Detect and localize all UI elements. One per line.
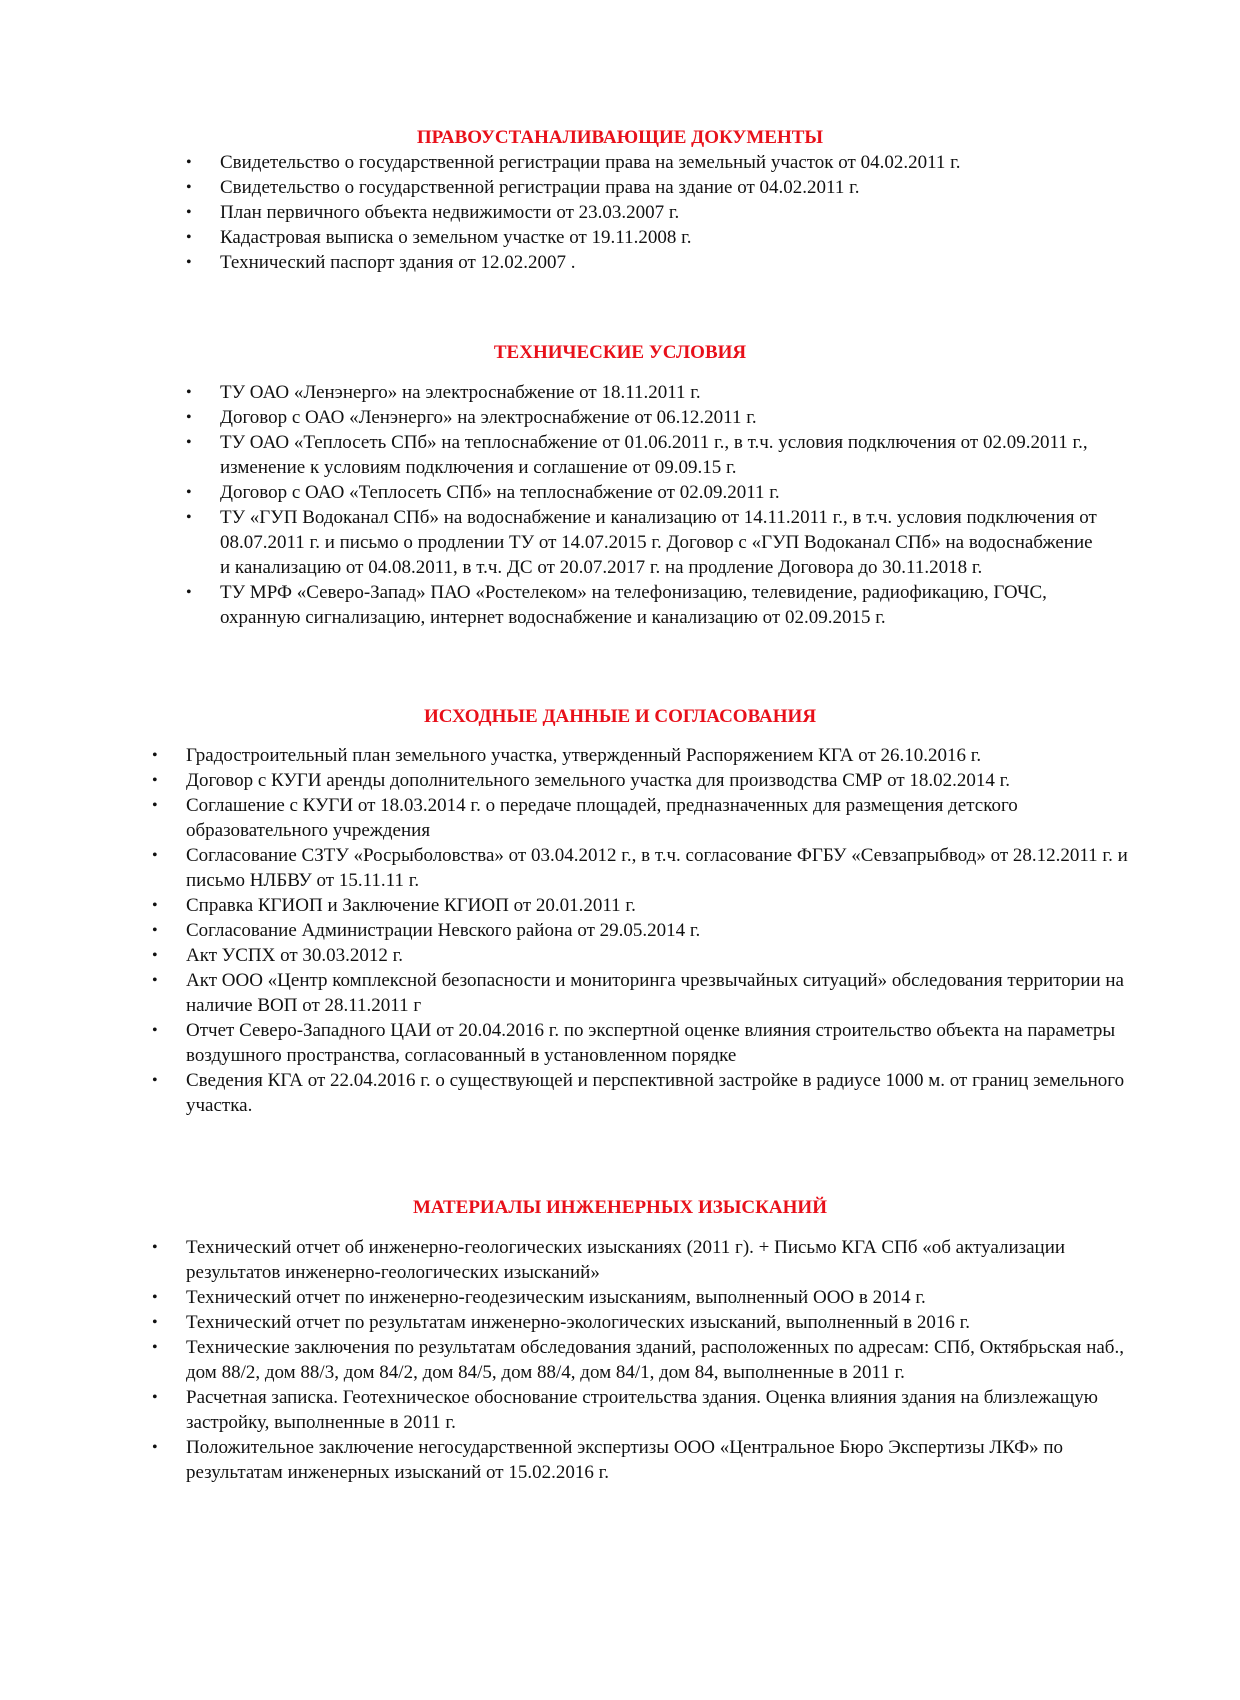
list-item: • ТУ МРФ «Северо-Запад» ПАО «Ростелеком» на телефонизацию, телевидение, радиофикацию, ГОЧС, охранную сигнализацию, интернет водоснабжение и канализацию от 02.09.2015 г. bbox=[186, 582, 1047, 628]
bullet-icon: • bbox=[152, 772, 158, 789]
bullet-icon: • bbox=[186, 434, 192, 451]
bullet-icon: • bbox=[186, 229, 192, 246]
bullet-icon: • bbox=[186, 509, 192, 526]
bullet-icon: • bbox=[152, 747, 158, 764]
bullet-list bbox=[152, 743, 1136, 1118]
list-item: • Технический отчет по результатам инженерно-экологических изысканий, выполненный в 2016 г. bbox=[152, 1312, 970, 1333]
list-item: • Положительное заключение негосударственной экспертизы ООО «Центральное Бюро Экспертизы ЛКФ» по результатам инженерных изысканий от 15.02.2016 г. bbox=[152, 1437, 1064, 1483]
list-item: • Соглашение с КУГИ от 18.03.2014 г. о передаче площадей, предназначенных для размещения детского образовательного учреждения bbox=[152, 795, 1018, 841]
list-item: • ТУ ОАО «Ленэнерго» на электроснабжение от 18.11.2011 г. bbox=[186, 382, 701, 403]
list-item: • Кадастровая выписка о земельном участке от 19.11.2008 г. bbox=[186, 227, 692, 248]
bullet-list bbox=[186, 380, 1100, 630]
list-item: • Договор с КУГИ аренды дополнительного земельного участка для производства СМР от 18.02.2014 г. bbox=[152, 770, 1011, 791]
bullet-icon: • bbox=[152, 972, 158, 989]
bullet-icon: • bbox=[186, 384, 192, 401]
list-item: • Свидетельство о государственной регистрации права на земельный участок от 04.02.2011 г. bbox=[186, 152, 961, 173]
list-item: • Технический отчет об инженерно-геологических изысканиях (2011 г). + Письмо КГА СПб «об актуализации результатов инженерно-геологических изысканий» bbox=[152, 1237, 1066, 1283]
list-item: • ТУ ОАО «Теплосеть СПб» на теплоснабжение от 01.06.2011 г., в т.ч. условия подключения от 02.09.2011 г., изменение к условиям подключения и соглашение от 09.09.15 г. bbox=[186, 432, 1088, 478]
list-item: • Свидетельство о государственной регистрации права на здание от 04.02.2011 г. bbox=[186, 177, 860, 198]
bullet-icon: • bbox=[186, 154, 192, 171]
section-heading: ИСХОДНЫЕ ДАННЫЕ И СОГЛАСОВАНИЯ bbox=[423, 706, 817, 727]
list-item: • Справка КГИОП и Заключение КГИОП от 20.01.2011 г. bbox=[152, 895, 636, 916]
bullet-icon: • bbox=[152, 1072, 158, 1089]
list-item: • Технический отчет по инженерно-геодезическим изысканиям, выполненный ООО в 2014 г. bbox=[152, 1287, 926, 1308]
list-item: • Расчетная записка. Геотехническое обоснование строительства здания. Оценка влияния здания на близлежащую застройку, выполненные в 2011 г. bbox=[152, 1387, 1098, 1433]
list-item: • Технические заключения по результатам обследования зданий, расположенных по адресам: СПб, Октябрьская наб., дом 88/2, дом 88/3, дом 84/2, дом 84/5, дом 88/4, дом 84/1, дом 84, выполненные в 2011 г. bbox=[152, 1337, 1124, 1383]
section-heading: МАТЕРИАЛЫ ИНЖЕНЕРНЫХ ИЗЫСКАНИЙ bbox=[412, 1197, 827, 1218]
bullet-icon: • bbox=[152, 1289, 158, 1306]
bullet-list bbox=[152, 1235, 1136, 1485]
bullet-icon: • bbox=[186, 254, 192, 271]
list-item: • План первичного объекта недвижимости от 23.03.2007 г. bbox=[186, 202, 680, 223]
list-item: • Градостроительный план земельного участка, утвержденный Распоряжением КГА от 26.10.2016 г. bbox=[152, 745, 982, 766]
bullet-icon: • bbox=[152, 1339, 158, 1356]
bullet-icon: • bbox=[152, 797, 158, 814]
list-item: • Договор с ОАО «Ленэнерго» на электроснабжение от 06.12.2011 г. bbox=[186, 407, 757, 428]
section-heading: ПРАВОУСТАНАЛИВАЮЩИЕ ДОКУМЕНТЫ bbox=[416, 127, 824, 148]
bullet-icon: • bbox=[152, 1439, 158, 1456]
list-item: • Отчет Северо-Западного ЦАИ от 20.04.2016 г. по экспертной оценке влияния строительство объекта на параметры воздушного пространства, согласованный в установленном порядке bbox=[152, 1020, 1116, 1066]
bullet-icon: • bbox=[152, 897, 158, 914]
bullet-icon: • bbox=[152, 1239, 158, 1256]
bullet-list bbox=[186, 150, 1100, 275]
bullet-icon: • bbox=[186, 584, 192, 601]
list-item: • Сведения КГА от 22.04.2016 г. о существующей и перспективной застройке в радиусе 1000 м. от границ земельного участка. bbox=[152, 1070, 1125, 1116]
list-item: • Акт ООО «Центр комплексной безопасности и мониторинга чрезвычайных ситуаций» обследования территории на наличие ВОП от 28.11.2011 г bbox=[152, 970, 1124, 1016]
bullet-icon: • bbox=[152, 922, 158, 939]
list-item: • Договор с ОАО «Теплосеть СПб» на теплоснабжение от 02.09.2011 г. bbox=[186, 482, 780, 503]
bullet-icon: • bbox=[152, 1314, 158, 1331]
list-item: • ТУ «ГУП Водоканал СПб» на водоснабжение и канализацию от 14.11.2011 г., в т.ч. условия подключения от 08.07.2011 г. и письмо о продлении ТУ от 14.07.2015 г. Договор с «ГУП Водоканал СПб» на водоснабжение и канализацию от 04.08.2011, в т.ч. ДС от 20.07.2017 г. на продление Договора до 30.11.2018 г. bbox=[186, 507, 1097, 578]
bullet-icon: • bbox=[152, 1022, 158, 1039]
list-item: • Согласование СЗТУ «Росрыболовства» от 03.04.2012 г., в т.ч. согласование ФГБУ «Севзапрыбвод» от 28.12.2011 г. и письмо НЛБВУ от 15.11.11 г. bbox=[152, 845, 1128, 891]
bullet-icon: • bbox=[186, 409, 192, 426]
bullet-icon: • bbox=[186, 179, 192, 196]
list-item: • Согласование Администрации Невского района от 29.05.2014 г. bbox=[152, 920, 701, 941]
list-item: • Технический паспорт здания от 12.02.2007 . bbox=[186, 252, 576, 273]
bullet-icon: • bbox=[186, 484, 192, 501]
bullet-icon: • bbox=[186, 204, 192, 221]
bullet-icon: • bbox=[152, 1389, 158, 1406]
section-heading: ТЕХНИЧЕСКИЕ УСЛОВИЯ bbox=[493, 342, 747, 363]
list-item: • Акт УСПХ от 30.03.2012 г. bbox=[152, 945, 404, 966]
bullet-icon: • bbox=[152, 947, 158, 964]
bullet-icon: • bbox=[152, 847, 158, 864]
